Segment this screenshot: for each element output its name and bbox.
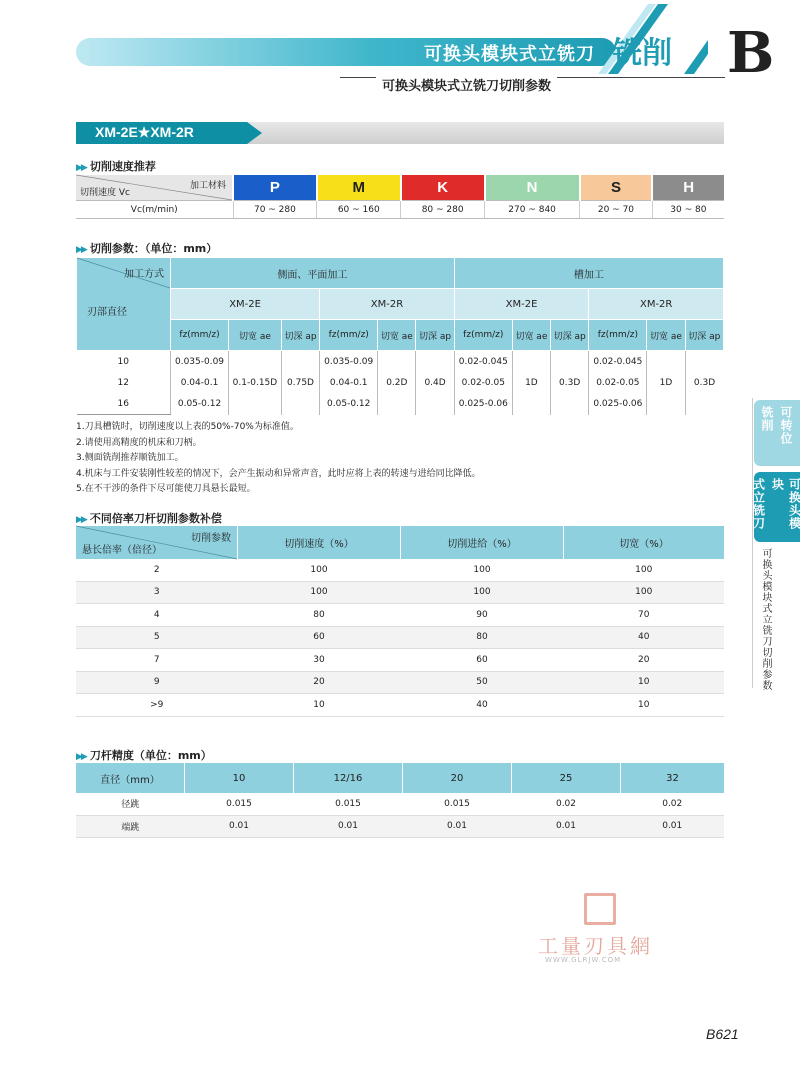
ratio-cell: >9: [76, 694, 238, 717]
speed-table-corner: 加工材料 切削速度 Vc: [76, 175, 233, 201]
ratio-cell: 4: [76, 604, 238, 627]
value-cell: 60: [238, 626, 401, 649]
value-cell: 70: [564, 604, 725, 627]
size-header: 12/16: [294, 763, 403, 793]
value-cell: 60: [401, 649, 564, 672]
material-n: N: [485, 175, 580, 201]
table-row: [76, 581, 724, 604]
side-tab-modular[interactable]: 式立铣刀 可换头模块: [754, 472, 800, 542]
notes-list: [76, 420, 481, 498]
ae-cell: 1D: [647, 351, 685, 415]
value-cell: 20: [564, 649, 725, 672]
fz-cell: 0.05-0.12: [171, 393, 229, 415]
page-subtitle: 可换头模块式立铣刀切削参数: [376, 75, 557, 94]
ratio-cell: 5: [76, 626, 238, 649]
params-table: [76, 257, 724, 415]
value-cell: 90: [401, 604, 564, 627]
material-p: P: [233, 175, 317, 201]
value-cell: 100: [564, 559, 725, 581]
compensation-section-title: ▶▶ 不同倍率刀杆切削参数补偿: [76, 512, 222, 525]
value-cell: 0.01: [403, 815, 512, 838]
note-item: 5.在不干涉的条件下尽可能使刀具悬长最短。: [76, 484, 256, 495]
speed-table: [76, 175, 724, 219]
side-vertical-label: 可换头模块式立铣刀切削参数: [760, 548, 771, 691]
ap-header: 切深 ap: [281, 320, 319, 351]
precision-section-title: ▶▶ 刀杆精度（单位：mm）: [76, 749, 212, 762]
value-cell: 0.01: [185, 815, 294, 838]
width-pct-header: 切宽（%）: [564, 526, 725, 559]
value-cell: 0.01: [294, 815, 403, 838]
value-cell: 0.01: [621, 815, 725, 838]
page-title: 可换头模块式立铣刀: [424, 44, 595, 65]
value-cell: 100: [564, 581, 725, 604]
table-row: [76, 815, 724, 838]
row-label: 径跳: [76, 793, 185, 815]
fz-cell: 0.025-0.06: [454, 393, 512, 415]
value-cell: 20: [238, 671, 401, 694]
vc-value: 20 ~ 70: [580, 201, 653, 219]
ae-header: 切宽 ae: [512, 320, 550, 351]
value-cell: 50: [401, 671, 564, 694]
ap-header: 切深 ap: [685, 320, 723, 351]
model-header: XM-2R: [589, 289, 724, 320]
size-header: 10: [185, 763, 294, 793]
group-slot: 槽加工: [454, 258, 723, 289]
ap-cell: 0.3D: [550, 351, 588, 415]
section-letter: B: [727, 20, 775, 86]
diameter-cell: 12: [117, 377, 129, 388]
ratio-cell: 3: [76, 581, 238, 604]
value-cell: 10: [238, 694, 401, 717]
value-cell: 0.015: [294, 793, 403, 815]
model-header: XM-2E: [454, 289, 589, 320]
fz-header: fz(mm/z): [320, 320, 378, 351]
fz-header: fz(mm/z): [454, 320, 512, 351]
fz-cell: 0.035-0.09: [171, 351, 229, 373]
params-table-corner: 加工方式 刃部直径: [77, 258, 171, 351]
arrow-icon: ▶▶: [76, 245, 86, 255]
table-row: [76, 694, 724, 717]
ratio-cell: 2: [76, 559, 238, 581]
precision-table: [76, 763, 724, 838]
material-s: S: [580, 175, 653, 201]
watermark-logo: [584, 893, 616, 925]
value-cell: 100: [401, 581, 564, 604]
vc-value: 270 ~ 840: [485, 201, 580, 219]
value-cell: 80: [238, 604, 401, 627]
ap-cell: 0.3D: [685, 351, 723, 415]
ap-cell: 0.75D: [281, 351, 319, 415]
ap-header: 切深 ap: [550, 320, 588, 351]
side-tab-indexable[interactable]: 铣削 可转位: [754, 400, 800, 466]
fz-cell: 0.035-0.09: [320, 351, 378, 373]
feed-pct-header: 切削进给（%）: [401, 526, 564, 559]
fz-header: fz(mm/z): [171, 320, 229, 351]
fz-cell: 0.025-0.06: [589, 393, 647, 415]
value-cell: 0.01: [512, 815, 621, 838]
model-header: XM-2R: [320, 289, 455, 320]
fz-cell: 0.02-0.045: [589, 351, 647, 373]
value-cell: 30: [238, 649, 401, 672]
value-cell: 0.015: [403, 793, 512, 815]
diameter-cell: 10: [117, 356, 129, 367]
value-cell: 0.02: [512, 793, 621, 815]
table-row: [76, 559, 724, 581]
material-k: K: [401, 175, 485, 201]
fz-cell: 0.02-0.05: [589, 372, 647, 393]
model-label: XM-2E★XM-2R: [95, 124, 194, 140]
ae-header: 切宽 ae: [229, 320, 282, 351]
vc-value: 70 ~ 280: [233, 201, 317, 219]
table-row: [76, 604, 724, 627]
compensation-table-corner: 切削参数 悬长倍率（倍径）: [76, 526, 238, 559]
size-header: 32: [621, 763, 725, 793]
table-row: [76, 626, 724, 649]
fz-cell: 0.04-0.1: [171, 372, 229, 393]
arrow-icon: ▶▶: [76, 163, 86, 173]
value-cell: 100: [238, 581, 401, 604]
size-header: 20: [403, 763, 512, 793]
category-label: 铣削: [612, 36, 672, 71]
note-item: 4.机床与工件安装刚性较差的情况下，会产生振动和异常声音，此时应将上表的转速与进给同比降低。: [76, 468, 481, 479]
note-item: 3.侧面铣削推荐顺铣加工。: [76, 453, 184, 464]
ap-cell: 0.4D: [416, 351, 454, 415]
watermark-url: WWW.GLRJW.COM: [545, 956, 622, 964]
speed-section-title: ▶▶ 切削速度推荐: [76, 160, 156, 173]
vc-value: 30 ~ 80: [652, 201, 724, 219]
group-side-face: 侧面、平面加工: [171, 258, 455, 289]
arrow-icon: ▶▶: [76, 515, 86, 525]
note-item: 2.请使用高精度的机床和刀柄。: [76, 437, 202, 448]
ae-header: 切宽 ae: [378, 320, 416, 351]
value-cell: 0.02: [621, 793, 725, 815]
fz-header: fz(mm/z): [589, 320, 647, 351]
value-cell: 10: [564, 694, 725, 717]
table-row: [76, 793, 724, 815]
ratio-cell: 7: [76, 649, 238, 672]
material-h: H: [652, 175, 724, 201]
fz-cell: 0.05-0.12: [320, 393, 378, 415]
value-cell: 40: [564, 626, 725, 649]
diameter-header: 直径（mm）: [76, 763, 185, 793]
value-cell: 100: [401, 559, 564, 581]
fz-cell: 0.04-0.1: [320, 372, 378, 393]
value-cell: 40: [401, 694, 564, 717]
params-section-title: ▶▶ 切削参数：（单位：mm）: [76, 242, 218, 255]
ae-cell: 0.2D: [378, 351, 416, 415]
diameter-cell: 16: [77, 393, 171, 415]
size-header: 25: [512, 763, 621, 793]
value-cell: 80: [401, 626, 564, 649]
speed-pct-header: 切削速度（%）: [238, 526, 401, 559]
ae-cell: 1D: [512, 351, 550, 415]
page-number: B621: [706, 1026, 739, 1042]
model-header: XM-2E: [171, 289, 320, 320]
fz-cell: 0.02-0.045: [454, 351, 512, 373]
vc-value: 60 ~ 160: [317, 201, 401, 219]
value-cell: 100: [238, 559, 401, 581]
ratio-cell: 9: [76, 671, 238, 694]
fz-cell: 0.02-0.05: [454, 372, 512, 393]
table-row: [76, 671, 724, 694]
value-cell: 0.015: [185, 793, 294, 815]
ae-header: 切宽 ae: [647, 320, 685, 351]
table-row: [76, 649, 724, 672]
watermark-name: 工量刃具網: [538, 934, 653, 958]
arrow-icon: ▶▶: [76, 752, 86, 762]
compensation-table: [76, 526, 724, 717]
vc-row-label: Vc(m/min): [76, 201, 233, 219]
note-item: 1.刀具槽铣时，切削速度以上表的50%-70%为标准值。: [76, 422, 299, 432]
ae-cell: 0.1-0.15D: [229, 351, 282, 415]
material-m: M: [317, 175, 401, 201]
ap-header: 切深 ap: [416, 320, 454, 351]
value-cell: 10: [564, 671, 725, 694]
vc-value: 80 ~ 280: [401, 201, 485, 219]
row-label: 端跳: [76, 815, 185, 838]
